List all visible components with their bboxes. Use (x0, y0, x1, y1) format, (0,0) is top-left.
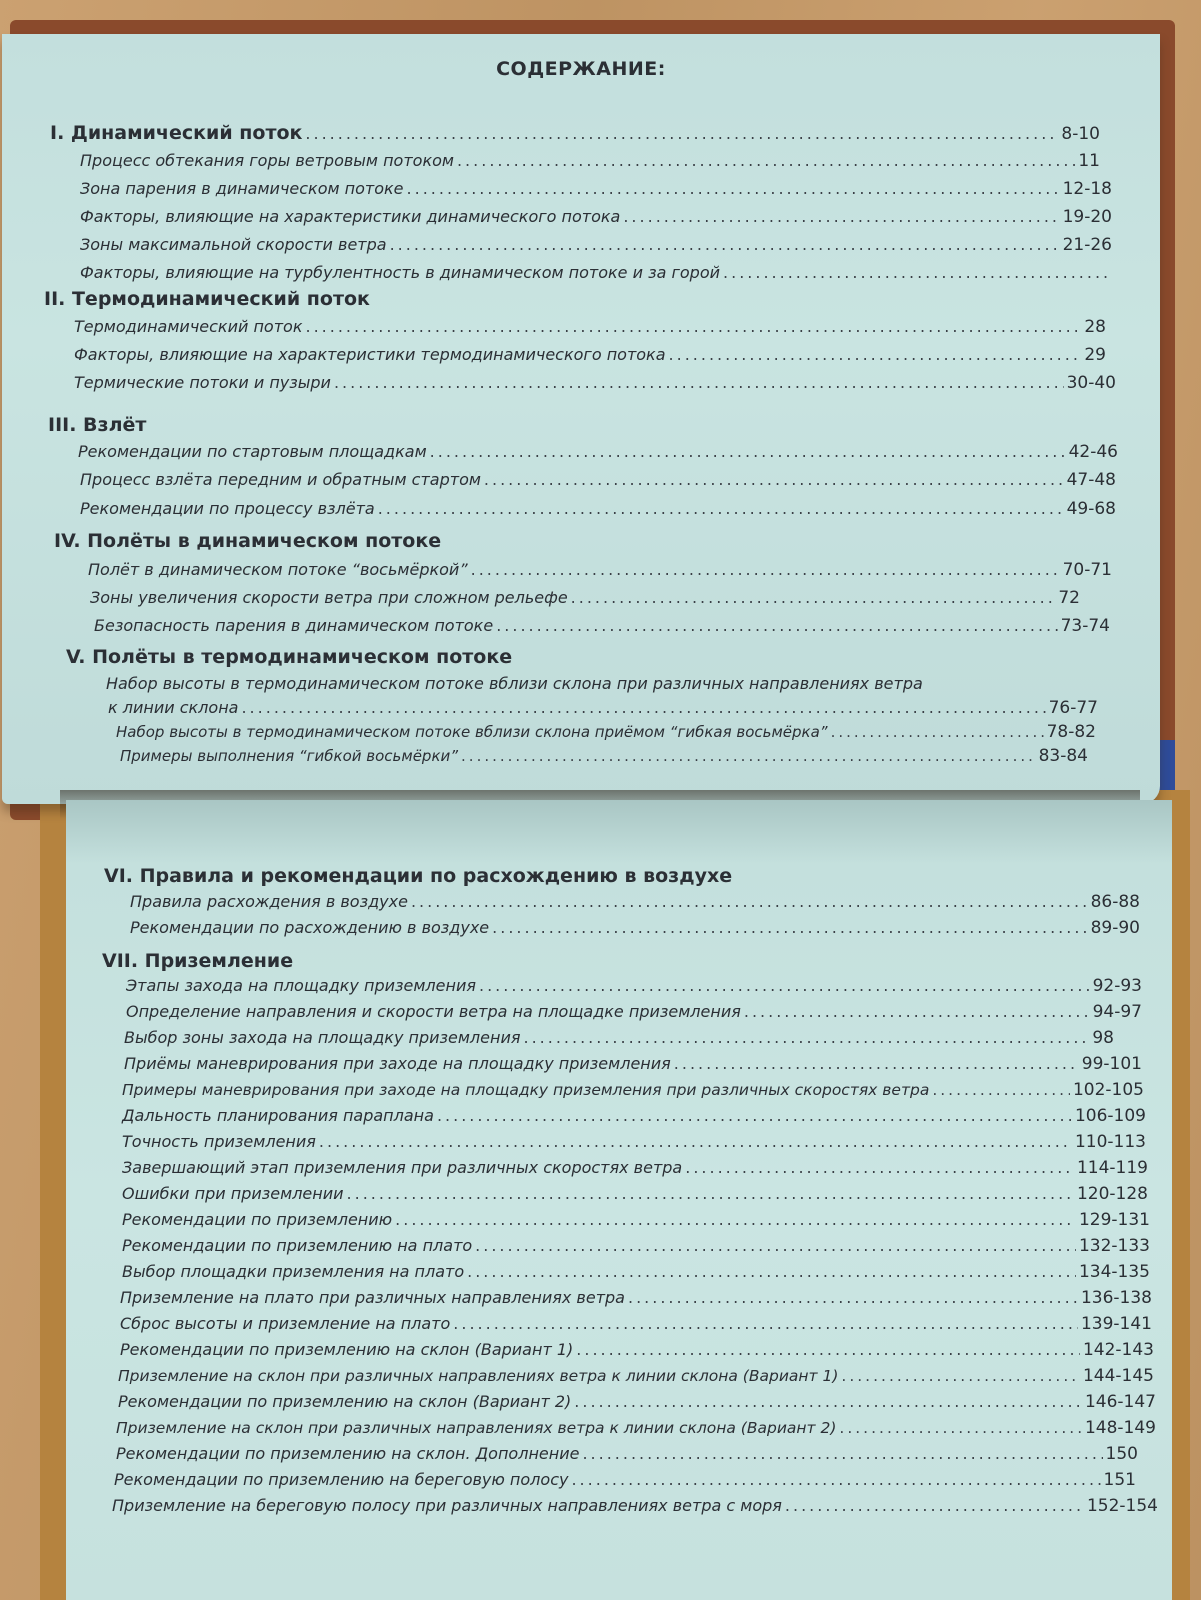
page-number: 102-105 (1072, 1080, 1144, 1100)
page-number: 30-40 (1066, 373, 1116, 393)
toc-entry-label: Полёт в динамическом потоке “восьмёркой” (88, 560, 468, 579)
toc-entry-label: Рекомендации по приземлению на плато (122, 1236, 473, 1255)
toc-entry[interactable] (90, 588, 1080, 608)
leader-dots (685, 1158, 1074, 1177)
page-number: 19-20 (1062, 207, 1112, 227)
leader-dots (334, 373, 1064, 392)
toc-entry-label: Рекомендации по приземлению на склон. Дополнение (116, 1444, 580, 1463)
toc-entry-label: Рекомендации по расхождению в воздухе (130, 918, 490, 937)
toc-entry-label: Выбор площадки приземления на плато (122, 1262, 465, 1281)
leader-dots (457, 151, 1075, 170)
page-number: 72 (1058, 588, 1080, 608)
toc-entry[interactable] (88, 560, 1112, 580)
leader-dots (390, 235, 1060, 254)
toc-entry-label: Рекомендации по приземлению на склон (Вариант 2) (118, 1392, 572, 1411)
leader-dots (841, 1367, 1080, 1385)
toc-entry[interactable] (80, 235, 1112, 255)
leader-dots (475, 1236, 1076, 1255)
toc-entry-label: Рекомендации по процессу взлёта (80, 499, 375, 518)
page-number: 99-101 (1081, 1054, 1142, 1074)
section-heading[interactable]: II. Термодинамический поток (44, 288, 370, 310)
page-number: 132-133 (1078, 1236, 1150, 1256)
page-number: 139-141 (1080, 1314, 1152, 1334)
page-number: 148-149 (1084, 1418, 1156, 1438)
page-number: 83-84 (1038, 746, 1088, 766)
leader-dots (479, 976, 1090, 995)
toc-entry-label: Приёмы маневрирования при заходе на площадку приземления (124, 1054, 671, 1073)
toc-entry-label: Факторы, влияющие на характеристики динамического потока (80, 207, 621, 226)
leader-dots (571, 1470, 1100, 1489)
page-number: 92-93 (1092, 976, 1142, 996)
leader-dots (674, 1054, 1079, 1073)
toc-entry-label: Примеры выполнения “гибкой восьмёрки” (120, 747, 459, 765)
toc-entry[interactable] (122, 1080, 1144, 1100)
toc-entry[interactable] (120, 1314, 1152, 1334)
toc-entry[interactable] (120, 1340, 1154, 1360)
leader-dots (744, 1002, 1090, 1021)
toc-entry-label: Приземление на склон при различных направлениях ветра к линии склона (Вариант 2) (116, 1419, 837, 1437)
toc-entry[interactable] (122, 1158, 1148, 1178)
section-heading[interactable]: V. Полёты в термодинамическом потоке (66, 646, 513, 668)
page-number: 29 (1084, 345, 1106, 365)
page-number: 47-48 (1066, 470, 1116, 490)
page-number: 144-145 (1082, 1366, 1154, 1386)
toc-entry[interactable] (124, 1028, 1114, 1048)
toc-entry[interactable] (80, 151, 1100, 171)
toc-entry-label: Дальность планирования параплана (122, 1106, 434, 1125)
toc-entry[interactable] (122, 1106, 1146, 1126)
page-number: 120-128 (1076, 1184, 1148, 1204)
page-number: 49-68 (1066, 499, 1116, 519)
toc-entry-label: Точность приземления (122, 1132, 316, 1151)
toc-entry[interactable] (80, 179, 1112, 199)
toc-section-1-row[interactable] (50, 122, 1100, 144)
toc-entry-continuation[interactable] (108, 698, 1098, 718)
toc-entry-label: к линии склона (108, 698, 239, 717)
leader-dots (453, 1314, 1078, 1333)
toc-entry-label: Набор высоты в термодинамическом потоке вблизи склона приёмом “гибкая восьмёрка” (116, 723, 828, 741)
leader-dots (306, 317, 1082, 336)
page-number: 150 (1105, 1444, 1138, 1464)
page-lower (66, 800, 1172, 1600)
page-upper (2, 34, 1160, 804)
page-number: 152-154 (1086, 1496, 1158, 1516)
leader-dots (241, 698, 1045, 717)
toc-entry-label: Этапы захода на площадку приземления (126, 976, 476, 995)
leader-dots (305, 124, 1058, 143)
toc-entry[interactable] (80, 263, 1112, 282)
toc-entry-label: Рекомендации по стартовым площадкам (78, 442, 427, 461)
leader-dots (430, 442, 1066, 461)
leader-dots (319, 1132, 1072, 1151)
toc-entry[interactable] (122, 1236, 1150, 1256)
page-number: 28 (1084, 317, 1106, 337)
leader-dots (582, 1444, 1102, 1463)
toc-entry[interactable] (74, 373, 1116, 393)
toc-entry-label: Завершающий этап приземления при различных скоростях ветра (122, 1158, 683, 1177)
page-number: 21-26 (1062, 235, 1112, 255)
leader-dots (471, 560, 1060, 579)
toc-entry[interactable] (118, 1366, 1154, 1386)
toc-entry[interactable] (116, 722, 1096, 742)
page-number: 86-88 (1090, 892, 1140, 912)
leader-dots (576, 1340, 1080, 1359)
toc-entry[interactable] (80, 470, 1116, 490)
toc-entry-label: Примеры маневрирования при заходе на площадку приземления при различных скоростях ветра (122, 1081, 930, 1099)
toc-entry-label: Правила расхождения в воздухе (130, 892, 408, 911)
page-title: СОДЕРЖАНИЕ: (496, 58, 666, 80)
toc-entry[interactable] (116, 1444, 1138, 1464)
page-number: 42-46 (1068, 442, 1118, 462)
leader-dots (523, 1028, 1089, 1047)
toc-entry-label: Ошибки при приземлении (122, 1184, 344, 1203)
page-number: 142-143 (1082, 1340, 1154, 1360)
page-number: 146-147 (1084, 1392, 1156, 1412)
leader-dots (669, 345, 1082, 364)
page-number: 89-90 (1090, 918, 1140, 938)
page-number: 78-82 (1046, 722, 1096, 742)
leader-dots (785, 1496, 1084, 1515)
toc-entry-label: Выбор зоны захода на площадку приземления (124, 1028, 521, 1047)
page-number: 151 (1103, 1470, 1136, 1490)
leader-dots (467, 1262, 1076, 1281)
leader-dots (461, 747, 1036, 765)
page-number: 94-97 (1092, 1002, 1142, 1022)
toc-entry[interactable] (122, 1184, 1148, 1204)
toc-entry-label: Набор высоты в термодинамическом потоке вблизи склона при различных направлениях ветра (106, 674, 923, 693)
leader-dots (723, 263, 1109, 282)
section-heading[interactable]: VI. Правила и рекомендации по расхождению в воздухе (104, 865, 733, 887)
toc-entry[interactable] (122, 1210, 1150, 1230)
leader-dots (571, 588, 1056, 607)
toc-entry[interactable] (120, 1288, 1152, 1308)
toc-entry-label: Определение направления и скорости ветра на площадке приземления (126, 1002, 741, 1021)
toc-entry[interactable] (80, 499, 1116, 519)
leader-dots (628, 1288, 1078, 1307)
leader-dots (437, 1106, 1072, 1125)
section-heading: I. Динамический поток (50, 122, 303, 144)
leader-dots (411, 892, 1088, 911)
toc-entry-label: Рекомендации по приземлению (122, 1210, 393, 1229)
page-number: 134-135 (1078, 1262, 1150, 1282)
toc-entry[interactable] (94, 616, 1110, 636)
toc-entry-label: Приземление на плато при различных направлениях ветра (120, 1288, 625, 1307)
page-number: 114-119 (1076, 1158, 1148, 1178)
toc-entry-label: Процесс обтекания горы ветровым потоком (80, 151, 454, 170)
leader-dots (492, 918, 1087, 937)
page-number: 98 (1092, 1028, 1114, 1048)
toc-entry[interactable] (126, 1002, 1142, 1022)
section-heading[interactable]: VII. Приземление (102, 950, 294, 972)
toc-entry-label: Термодинамический поток (74, 317, 303, 336)
leader-dots (378, 499, 1064, 518)
toc-entry[interactable] (80, 207, 1112, 227)
toc-entry[interactable] (106, 674, 1006, 693)
toc-entry[interactable] (74, 317, 1106, 337)
toc-entry-label: Процесс взлёта передним и обратным стартом (80, 470, 481, 489)
leader-dots (839, 1419, 1082, 1437)
toc-entry[interactable] (130, 918, 1140, 938)
leader-dots (496, 616, 1057, 635)
toc-entry[interactable] (116, 1418, 1156, 1438)
toc-entry-label: Приземление на береговую полосу при различных направлениях ветра с моря (112, 1496, 782, 1515)
toc-entry[interactable] (130, 892, 1140, 912)
leader-dots (831, 723, 1044, 741)
page-number: 8-10 (1061, 124, 1100, 144)
leader-dots (395, 1210, 1076, 1229)
page-number: 110-113 (1074, 1132, 1146, 1152)
toc-entry-label: Рекомендации по приземлению на склон (Вариант 1) (120, 1340, 574, 1359)
toc-entry[interactable] (78, 442, 1118, 462)
section-heading[interactable]: III. Взлёт (48, 414, 147, 436)
leader-dots (932, 1081, 1070, 1099)
toc-entry-label: Зона парения в динамическом потоке (80, 179, 404, 198)
page-number: 129-131 (1078, 1210, 1150, 1230)
page-number: 73-74 (1060, 616, 1110, 636)
toc-entry[interactable] (112, 1496, 1158, 1516)
toc-entry-label: Зоны увеличения скорости ветра при сложном рельефе (90, 588, 568, 607)
page-number: 106-109 (1074, 1106, 1146, 1126)
leader-dots (574, 1392, 1082, 1411)
section-heading[interactable]: IV. Полёты в динамическом потоке (54, 530, 442, 552)
leader-dots (407, 179, 1060, 198)
leader-dots (623, 207, 1059, 226)
toc-entry-label: Приземление на склон при различных направлениях ветра к линии склона (Вариант 1) (118, 1367, 839, 1385)
toc-entry-label: Зоны максимальной скорости ветра (80, 235, 387, 254)
toc-entry[interactable] (118, 1392, 1156, 1412)
toc-entry[interactable] (74, 345, 1106, 365)
leader-dots (484, 470, 1064, 489)
page-number: 70-71 (1062, 560, 1112, 580)
toc-entry-label: Сброс высоты и приземление на плато (120, 1314, 451, 1333)
toc-entry-label: Термические потоки и пузыри (74, 373, 331, 392)
toc-entry[interactable] (114, 1470, 1136, 1490)
toc-entry-label: Безопасность парения в динамическом потоке (94, 616, 494, 635)
page-number: 12-18 (1062, 179, 1112, 199)
toc-entry-label: Факторы, влияющие на характеристики термодинамического потока (74, 345, 666, 364)
toc-entry[interactable] (124, 1054, 1142, 1074)
page-number: 136-138 (1080, 1288, 1152, 1308)
toc-entry[interactable] (120, 746, 1088, 766)
leader-dots (347, 1184, 1074, 1203)
toc-entry-label: Рекомендации по приземлению на береговую полосу (114, 1470, 569, 1489)
page-number: 76-77 (1048, 698, 1098, 718)
toc-entry-label: Факторы, влияющие на турбулентность в динамическом потоке и за горой (80, 263, 721, 282)
toc-entry[interactable] (122, 1132, 1146, 1152)
page-number: 11 (1078, 151, 1100, 171)
toc-entry[interactable] (122, 1262, 1150, 1282)
toc-entry[interactable] (126, 976, 1142, 996)
